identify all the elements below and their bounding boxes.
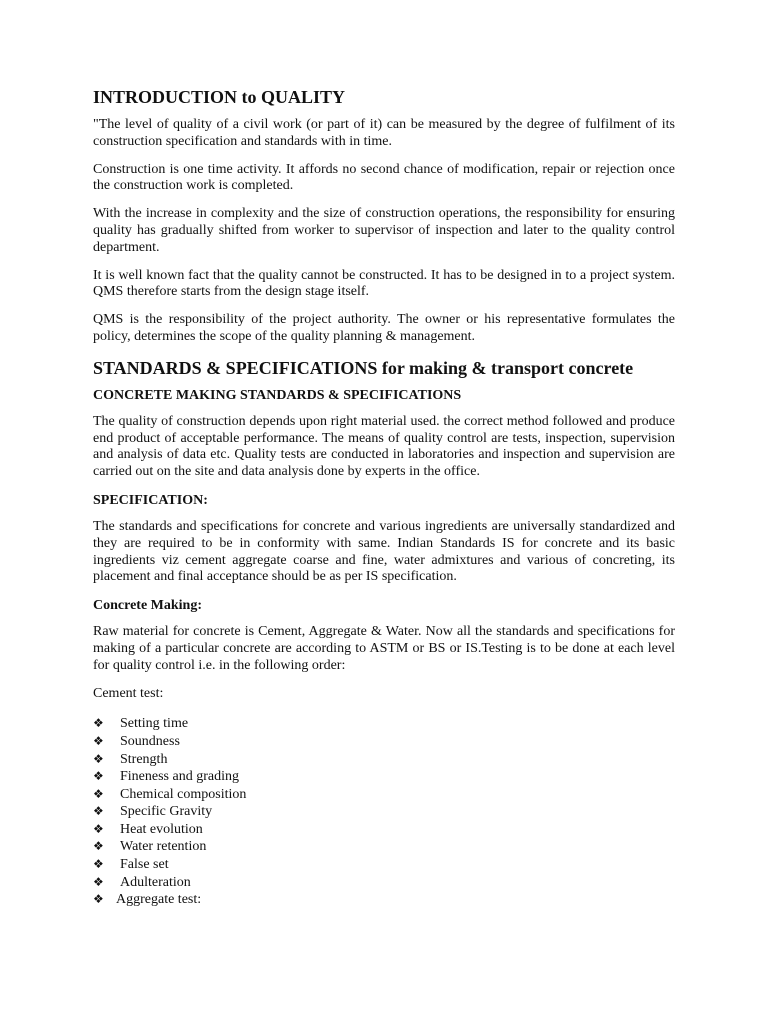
concrete-making-heading: Concrete Making: bbox=[93, 598, 202, 614]
list-item-label: Specific Gravity bbox=[120, 804, 213, 820]
list-item bbox=[93, 715, 675, 733]
diamond-bullet-icon: ❖ bbox=[93, 716, 104, 731]
list-item bbox=[93, 768, 675, 786]
list-item-label: Strength bbox=[120, 751, 168, 767]
list-item bbox=[93, 821, 675, 839]
intro-title: INTRODUCTION to QUALITY bbox=[93, 87, 346, 107]
cement-test-label: Cement test: bbox=[93, 685, 164, 701]
diamond-bullet-icon: ❖ bbox=[93, 804, 104, 819]
intro-paragraph-4: It is well known fact that the quality cannot be constructed. It has to be designed in to a project system. QMS therefore starts from the design stage itself. bbox=[93, 267, 675, 300]
diamond-bullet-icon: ❖ bbox=[93, 786, 104, 801]
diamond-bullet-icon: ❖ bbox=[93, 751, 104, 766]
aggregate-test-label: Aggregate test: bbox=[116, 892, 202, 908]
list-item-label: Water retention bbox=[120, 839, 207, 855]
list-item bbox=[93, 856, 675, 874]
list-item-label: Setting time bbox=[120, 716, 189, 732]
diamond-bullet-icon: ❖ bbox=[93, 874, 104, 889]
diamond-bullet-icon: ❖ bbox=[93, 892, 104, 907]
list-item bbox=[93, 874, 675, 892]
list-item-label: Heat evolution bbox=[120, 821, 203, 837]
intro-paragraph-3: With the increase in complexity and the size of construction operations, the responsibility for ensuring quality has gradually shifted from worker to supervisor of inspection and later to the quality control department. bbox=[93, 206, 675, 255]
intro-paragraph-5: QMS is the responsibility of the project authority. The owner or his representative formulates the policy, determines the scope of the quality planning & management. bbox=[93, 312, 675, 344]
specification-heading: SPECIFICATION: bbox=[93, 492, 208, 508]
list-item bbox=[93, 803, 675, 821]
list-item bbox=[93, 891, 675, 909]
specification-paragraph: The standards and specifications for concrete and various ingredients are universally standardized and they are required to be in conformity with same. Indian Standards IS for concrete and its basic ingredients viz cement aggregate coarse and fine, water admixtures and various of concreting, its placement and final acceptance should be as per IS specification. bbox=[93, 518, 675, 585]
list-item bbox=[93, 733, 675, 751]
diamond-bullet-icon: ❖ bbox=[93, 733, 104, 748]
standards-title: STANDARDS & SPECIFICATIONS for making & transport concrete bbox=[93, 357, 634, 378]
diamond-bullet-icon: ❖ bbox=[93, 839, 104, 854]
list-item-label: Chemical composition bbox=[120, 786, 247, 802]
concrete-making-paragraph: Raw material for concrete is Cement, Aggregate & Water. Now all the standards and specifications for making of a particular concrete are according to ASTM or BS or IS.Testing is to be done at each level for quality control i.e. in the following order: bbox=[93, 624, 675, 673]
cement-test-list bbox=[93, 715, 675, 909]
standards-paragraph: The quality of construction depends upon right material used. the correct method followed and produce end product of acceptable performance. The means of quality control are tests, inspection, supervision and analysis of data etc. Quality tests are conducted in laboratories and inspection and supervision are carried out on the site and data analysis done by experts in the office. bbox=[93, 413, 675, 480]
list-item-label: Adulteration bbox=[120, 874, 191, 890]
diamond-bullet-icon: ❖ bbox=[93, 821, 104, 836]
list-item bbox=[93, 838, 675, 856]
intro-paragraph-2: Construction is one time activity. It affords no second chance of modification, repair or rejection once the construction work is completed. bbox=[93, 161, 675, 194]
diamond-bullet-icon: ❖ bbox=[93, 857, 104, 872]
list-item-label: Soundness bbox=[120, 733, 180, 749]
list-item bbox=[93, 786, 675, 804]
list-item-label: Fineness and grading bbox=[120, 769, 239, 785]
standards-subheading: CONCRETE MAKING STANDARDS & SPECIFICATIONS bbox=[93, 387, 462, 403]
list-item-label: False set bbox=[120, 857, 169, 873]
intro-paragraph-1: "The level of quality of a civil work (or part of it) can be measured by the degree of fulfilment of its construction specification and standards with in time. bbox=[93, 117, 675, 149]
diamond-bullet-icon: ❖ bbox=[93, 769, 104, 784]
list-item bbox=[93, 751, 675, 769]
